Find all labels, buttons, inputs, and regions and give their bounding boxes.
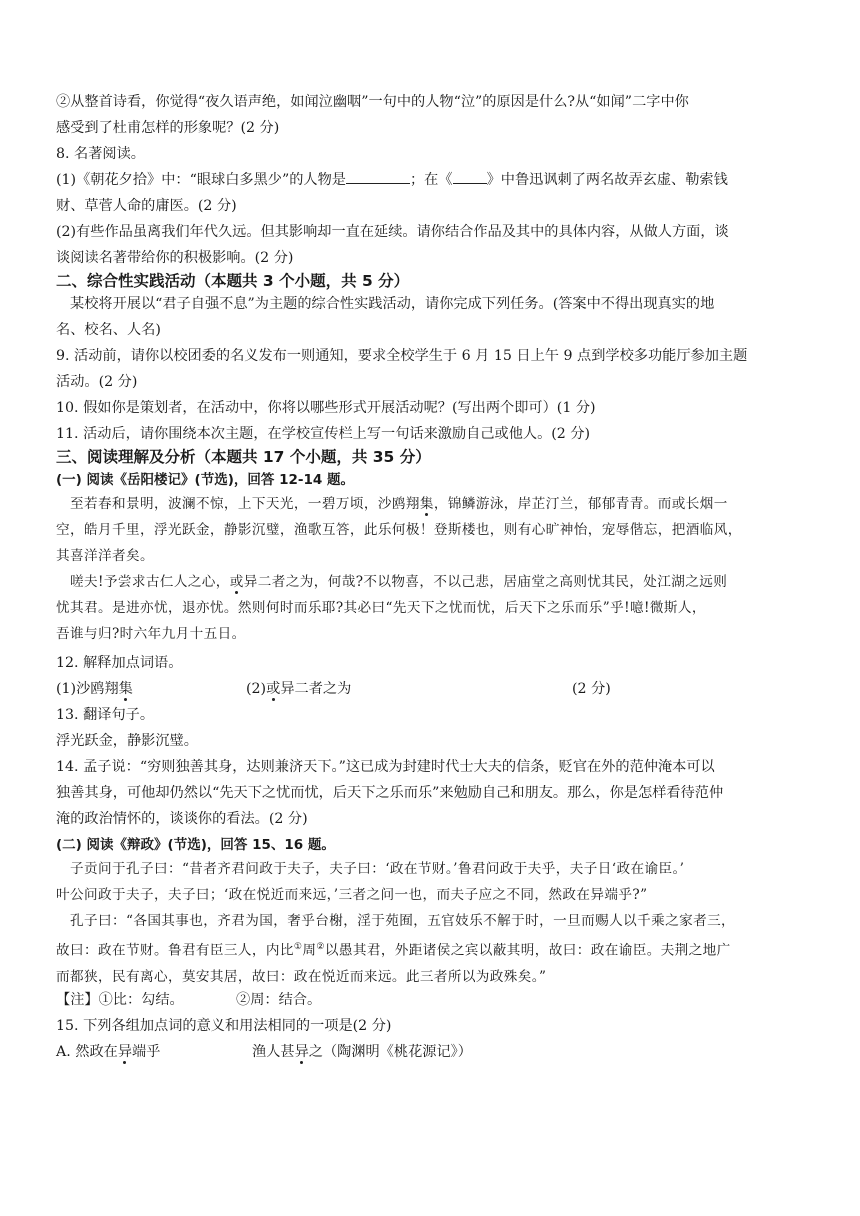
passage-1-text-b: ，锦鳞游泳，岸芷汀兰，郁郁青青。而或长烟一	[433, 496, 728, 512]
section-3-heading: 三、阅读理解及分析（本题共 17 个小题，共 35 分）	[56, 448, 431, 466]
question-15-option-a-left	[56, 1042, 252, 1062]
emphasis-dot-char: 异	[117, 1043, 133, 1060]
passage-1-text-a: 至若春和景明，波澜不惊，上下天光，一碧万顷，沙鸥翔	[70, 496, 420, 512]
answer-blank-1[interactable]	[346, 170, 410, 184]
question-8-1-text-a: (1)《朝花夕拾》中：“眼球白多黑少”的人物是	[56, 172, 346, 188]
question-10: 10. 假如你是策划者，在活动中，你将以哪些形式开展活动呢？(写出两个即可）(1 分)	[56, 400, 596, 416]
question-8-2-line-1: (2)有些作品虽离我们年代久远。但其影响却一直在延续。请你结合作品及其中的具体内容，从做人方面，谈	[56, 224, 729, 240]
passage-2-text-b: 异二者之为，何哉?不以物喜，不以己悲，居庙堂之高则忧其民，处江湖之远则	[243, 574, 728, 590]
question-12-item-1	[56, 679, 246, 699]
question-12-item-2	[246, 679, 572, 699]
option-a-right-post: 之（陶渊明《桃花源记》）	[308, 1043, 472, 1060]
question-12-score: (2 分)	[572, 681, 611, 697]
option-a-text-pre: A. 然政在	[56, 1043, 118, 1060]
question-13-text: 浮光跃金，静影沉璧。	[56, 733, 198, 749]
question-14-line-2: 独善其身，可他却仍然以“先天下之忧而忧，后天下之乐而乐”来勉励自己和朋友。那么，你是怎样看待范仲	[56, 785, 724, 801]
bianzheng-p2-line-2	[56, 934, 804, 964]
question-15-option-a	[56, 1042, 804, 1062]
emphasis-dot-char: 异	[294, 1043, 309, 1060]
answer-blank-2[interactable]	[453, 170, 487, 184]
question-7-2-line-1: ②从整首诗看，你觉得“夜久语声绝，如闻泣幽咽”一句中的人物“泣”的原因是什么?从“如闻”二字中你	[56, 94, 689, 110]
footnote-marker-1: ①	[293, 942, 303, 952]
footnote-1: 【注】①比：勾结。	[56, 991, 184, 1008]
emphasis-dot-char: 集	[419, 496, 434, 512]
passage-1-line-3: 其喜洋洋者矣。	[56, 548, 154, 564]
passage-2-line-3: 吾谁与归?时六年九月十五日。	[56, 626, 246, 642]
footnote-2: ②周：结合。	[236, 991, 322, 1008]
question-8-2-line-2: 谈阅读名著带给你的积极影响。(2 分)	[56, 250, 294, 266]
footnote-line	[56, 990, 804, 1010]
question-12-item-2-text: 异二者之为	[280, 681, 352, 697]
subsection-1-heading: (一) 阅读《岳阳楼记》(节选)，回答 12-14 题。	[56, 472, 354, 488]
question-7-2-line-2: 感受到了杜甫怎样的形象呢？(2 分)	[56, 120, 280, 136]
bianzheng-p2-text-c: 以愚其君，外距诸侯之宾以蔽其明，故曰：政在谕臣。夫荆之地广	[324, 942, 731, 959]
bianzheng-p2-text-b: 周	[302, 942, 317, 959]
exam-page	[56, 92, 804, 1062]
question-8-1-line-1	[56, 170, 804, 190]
passage-2-text-a: 嗟夫!予尝求古仁人之心，	[70, 574, 230, 590]
bianzheng-p2-line-3: 而都狭，民有离心，莫安其居，故曰：政在悦近而来远。此三者所以为政殊矣。”	[56, 968, 547, 985]
passage-1-line-1	[56, 491, 804, 517]
question-14-line-3: 淹的政治情怀的，谈谈你的看法。(2 分)	[56, 811, 308, 827]
bianzheng-p2-text-a: 故曰：政在节财。鲁君有臣三人，内比	[56, 942, 294, 959]
passage-1-line-2: 空，皓月千里，浮光跃金，静影沉璧，渔歌互答，此乐何极！登斯楼也，则有心旷神怡，宠辱偕忘，把酒临风，	[56, 522, 742, 538]
emphasis-dot-char: 或	[229, 574, 244, 590]
question-9-line-2: 活动。(2 分)	[56, 374, 138, 390]
question-12-items	[56, 679, 804, 699]
question-12-title: 12. 解释加点词语。	[56, 655, 183, 671]
question-8-title: 8. 名著阅读。	[56, 146, 145, 162]
question-12-item-1-text: (1)沙鸥翔	[56, 681, 119, 697]
option-a-right-pre: 渔人甚	[252, 1043, 295, 1060]
question-15-title: 15. 下列各组加点词的意义和用法相同的一项是(2 分)	[56, 1017, 392, 1034]
passage-2-line-2: 忧其君。是进亦忧，退亦忧。然则何时而乐耶?其必曰“先天下之忧而忧，后天下之乐而乐”乎!噫!微斯人，	[56, 600, 706, 616]
bianzheng-p1-line-2: 叶公问政于夫子，夫子曰；‘政在悦近而来远，’三者之问一也，而夫子应之不同，然政在异端乎?”	[56, 887, 648, 903]
question-8-1-text-c: 》中鲁迅讽刺了两名故弄玄虚、勒索钱	[486, 172, 728, 188]
question-8-1-text-b: ；在《	[409, 172, 453, 188]
bianzheng-p1-line-1: 子贡问于孔子曰：“昔者齐君问政于夫子，夫子曰：‘政在节财。’鲁君问政于夫乎，夫子日‘政在谕臣。’	[70, 861, 685, 877]
emphasis-dot-char: 或	[266, 681, 281, 697]
subsection-2-heading: (二) 阅读《辩政》(节选)，回答 15、16 题。	[56, 837, 335, 853]
passage-2-line-1	[56, 569, 804, 595]
bianzheng-p2-line-1: 孔子曰：“各国其事也，齐君为国，奢乎台榭，淫于苑囿，五官妓乐不解于时，一旦而赐人以千乘之家者三，	[70, 913, 736, 929]
emphasis-dot-char: 集	[118, 681, 133, 697]
section-2-intro-line-2: 名、校名、人名)	[56, 322, 161, 338]
section-2-heading: 二、综合性实践活动（本题共 3 个小题，共 5 分）	[56, 272, 410, 290]
section-2-intro-line-1: 某校将开展以“君子自强不息”为主题的综合性实践活动，请你完成下列任务。(答案中不得出现真实的地	[70, 296, 715, 312]
question-9-line-1: 9. 活动前，请你以校团委的名义发布一则通知，要求全校学生于 6 月 15 日上午 9 点到学校多功能厅参加主题	[56, 348, 748, 364]
question-11: 11. 活动后，请你围绕本次主题，在学校宣传栏上写一句话来激励自己或他人。(2 分)	[56, 426, 591, 442]
question-12-item-2-number: (2)	[246, 681, 267, 697]
question-8-1-line-2: 财、草菅人命的庸医。(2 分)	[56, 198, 237, 214]
question-14-line-1: 14. 孟子说：“穷则独善其身，达则兼济天下。”这已成为封建时代士大夫的信条，贬官在外的范仲淹本可以	[56, 759, 715, 775]
question-13-title: 13. 翻译句子。	[56, 707, 155, 723]
footnote-marker-2: ②	[316, 942, 325, 952]
option-a-text-post: 端乎	[132, 1043, 161, 1060]
